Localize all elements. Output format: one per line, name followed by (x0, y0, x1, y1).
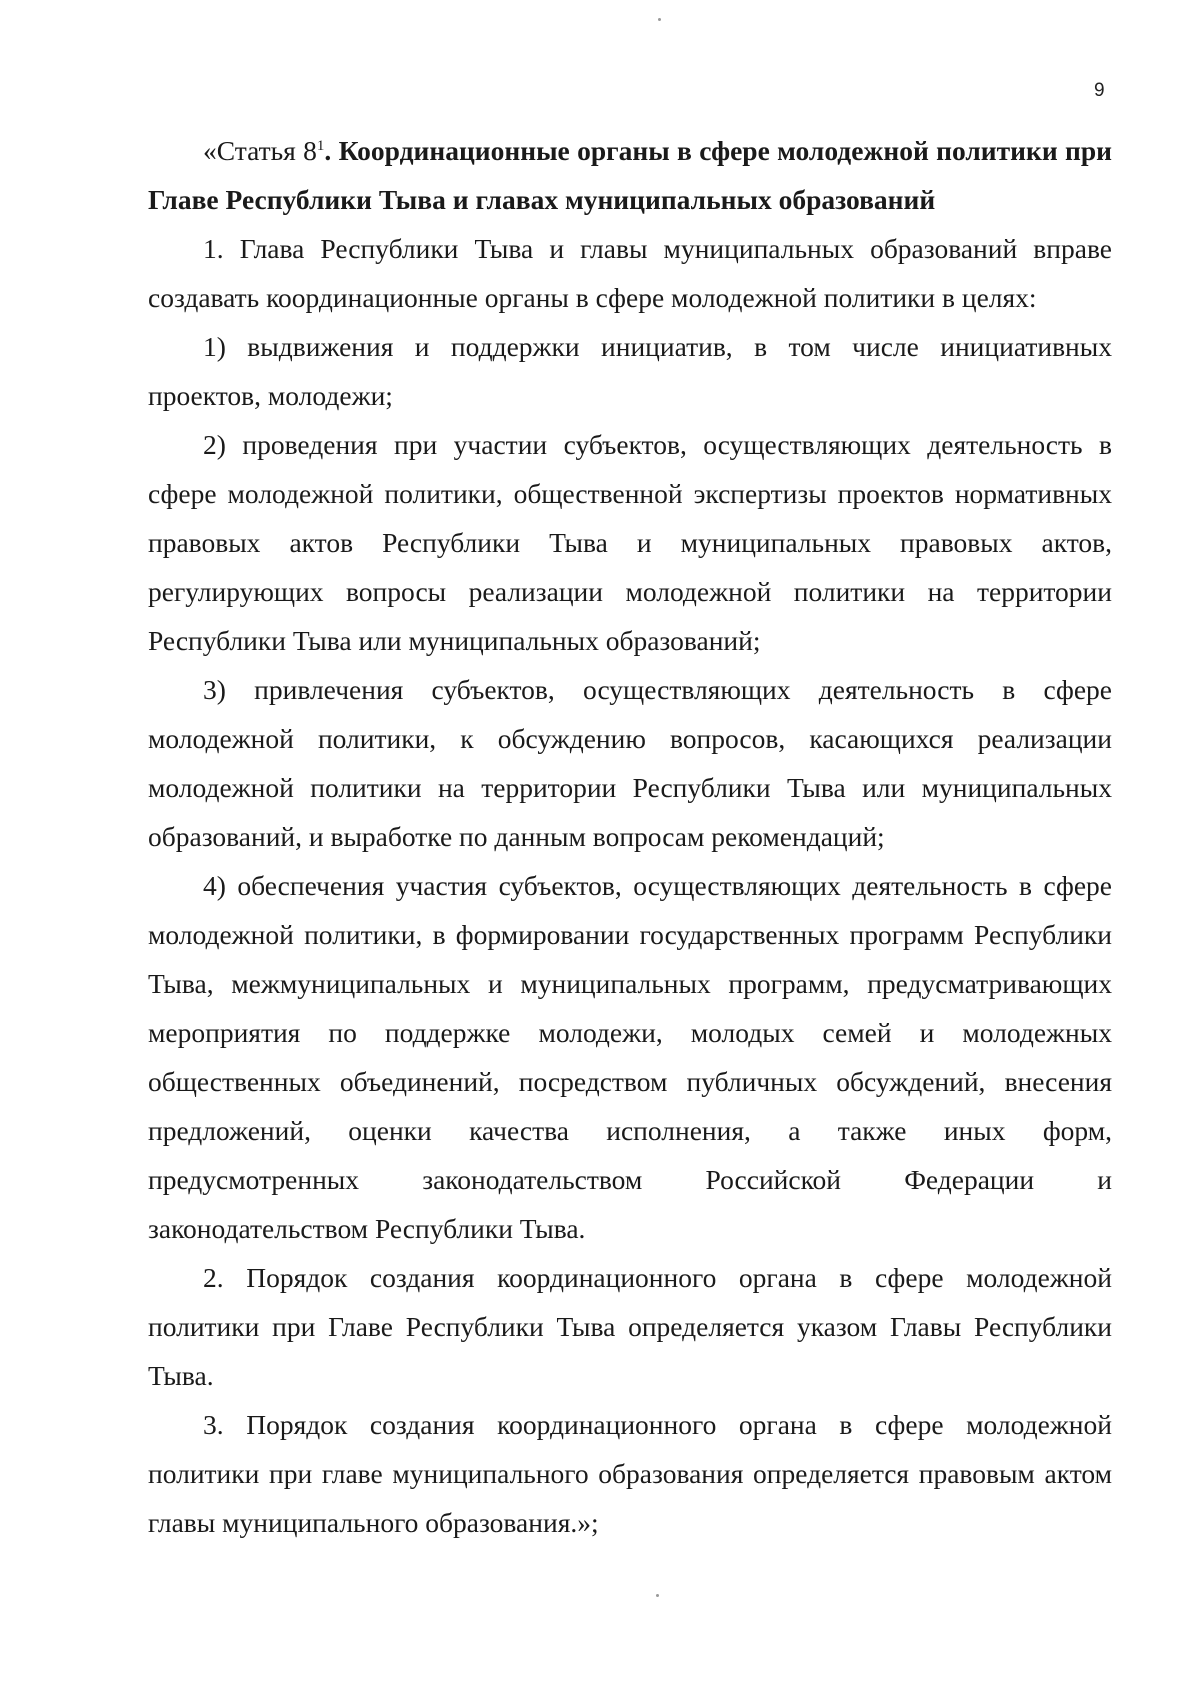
paragraph-clause-1: 1. Глава Республики Тыва и главы муниципальных образований вправе создавать координационные органы в сфере молодежной политики в целях: (148, 233, 1112, 313)
scan-speck (658, 18, 661, 21)
paragraph-item-3: 3) привлечения субъектов, осуществляющих деятельность в сфере молодежной политики, к обсуждению вопросов, касающихся реализации молодежной политики на территории Республики Тыва или муниципальных образований, и выработке по данным вопросам рекомендаций; (148, 674, 1112, 852)
scan-speck (656, 1594, 659, 1597)
paragraph-clause-3: 3. Порядок создания координационного органа в сфере молодежной политики при главе муниципального образования определяется правовым актом главы муниципального образования.»; (148, 1409, 1112, 1538)
paragraph-clause-2: 2. Порядок создания координационного органа в сфере молодежной политики при Главе Республики Тыва определяется указом Главы Республики Тыва. (148, 1262, 1112, 1391)
article-title: . Координационные органы в сфере молодежной политики при Главе Республики Тыва и главах муниципальных образований (148, 135, 1112, 215)
article-prefix: «Статья 8 (203, 135, 317, 166)
article-heading (148, 126, 1112, 224)
paragraph-item-1: 1) выдвижения и поддержки инициатив, в том числе инициативных проектов, молодежи; (148, 331, 1112, 411)
paragraph-item-2: 2) проведения при участии субъектов, осуществляющих деятельность в сфере молодежной политики, общественной экспертизы проектов нормативных правовых актов Республики Тыва и муниципальных правовых актов, регулирующих вопросы реализации молодежной политики на территории Республики Тыва или муниципальных образований; (148, 429, 1112, 656)
document-body (148, 126, 1112, 1547)
paragraph-item-4: 4) обеспечения участия субъектов, осуществляющих деятельность в сфере молодежной политики, в формировании государственных программ Республики Тыва, межмуниципальных и муниципальных программ, предусматривающих мероприятия по поддержке молодежи, молодых семей и молодежных общественных объединений, посредством публичных обсуждений, внесения предложений, оценки качества исполнения, а также иных форм, предусмотренных законодательством Российской Федерации и законодательством Республики Тыва. (148, 870, 1112, 1244)
page-number: 9 (1094, 80, 1105, 101)
article-superscript: 1 (316, 137, 325, 154)
